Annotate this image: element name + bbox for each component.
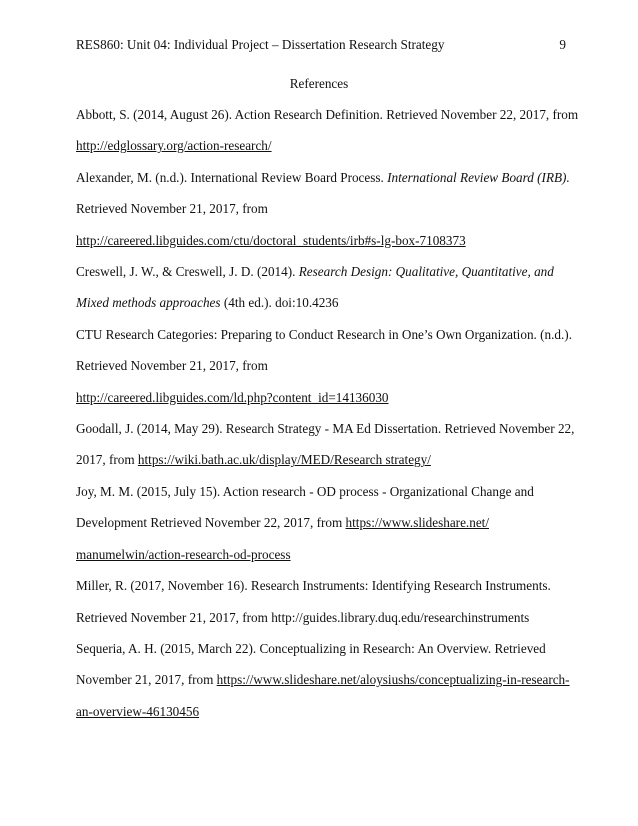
reference-entry-sequeria: [76, 633, 570, 727]
reference-link[interactable]: manumelwin/action-research-od-process: [76, 546, 291, 562]
reference-list: [76, 99, 579, 727]
reference-line: Joy, M. M. (2015, July 15). Action research - OD process - Organizational Change and: [76, 483, 534, 499]
header-title: RES860: Unit 04: Individual Project – Dissertation Research Strategy: [76, 37, 445, 52]
page-number: 9: [559, 37, 566, 52]
reference-line: Sequeria, A. H. (2015, March 22). Conceptualizing in Research: An Overview. Retrieved: [76, 640, 546, 656]
reference-entry-alexander: [76, 162, 570, 256]
reference-line: Miller, R. (2017, November 16). Research Instruments: Identifying Research Instruments.: [76, 578, 551, 594]
references-heading: References: [289, 76, 349, 91]
reference-title-italic: Research Design: Qualitative, Quantitative, and: [298, 264, 554, 280]
reference-text: 2017, from: [76, 452, 138, 468]
reference-title-italic: Mixed methods approaches: [76, 295, 221, 311]
reference-line: Retrieved November 21, 2017, from http://guides.library.duq.edu/researchinstruments: [76, 609, 530, 625]
reference-link[interactable]: http://careered.libguides.com/ld.php?content_id=14136030: [76, 389, 389, 405]
reference-text: Creswell, J. W., & Creswell, J. D. (2014).: [76, 264, 299, 280]
reference-title-italic: International Review Board (IRB).: [387, 169, 570, 185]
reference-entry-joy: [76, 476, 566, 570]
reference-text: November 21, 2017, from: [76, 672, 217, 688]
reference-line: CTU Research Categories: Preparing to Conduct Research in One’s Own Organization. (n.d.).: [76, 326, 572, 342]
reference-text: Development Retrieved November 22, 2017, from: [76, 515, 346, 531]
reference-text: Alexander, M. (n.d.). International Review Board Process.: [76, 169, 388, 185]
reference-link[interactable]: http://edglossary.org/action-research/: [76, 138, 272, 154]
reference-line: Abbott, S. (2014, August 26). Action Research Definition. Retrieved November 22, 2017, from: [76, 107, 579, 122]
reference-link[interactable]: an-overview-46130456: [76, 703, 200, 719]
reference-link[interactable]: https://www.slideshare.net/aloysiushs/conceptualizing-in-research-: [216, 672, 570, 688]
reference-entry-goodall: [76, 413, 575, 476]
reference-line: Retrieved November 21, 2017, from: [76, 201, 268, 217]
reference-entry-abbott: [76, 99, 579, 162]
reference-link[interactable]: http://careered.libguides.com/ctu/doctoral_students/irb#s-lg-box-7108373: [76, 232, 466, 248]
reference-link[interactable]: https://wiki.bath.ac.uk/display/MED/Research strategy/: [137, 452, 431, 468]
reference-entry-ctu: [76, 319, 572, 413]
reference-link[interactable]: https://www.slideshare.net/: [345, 515, 489, 531]
reference-line: Goodall, J. (2014, May 29). Research Strategy - MA Ed Dissertation. Retrieved November 22,: [76, 421, 575, 437]
reference-entry-miller: [76, 570, 566, 633]
reference-entry-creswell: [76, 256, 566, 319]
reference-line: Retrieved November 21, 2017, from: [76, 358, 268, 374]
reference-text: (4th ed.). doi:10.4236: [220, 295, 339, 311]
